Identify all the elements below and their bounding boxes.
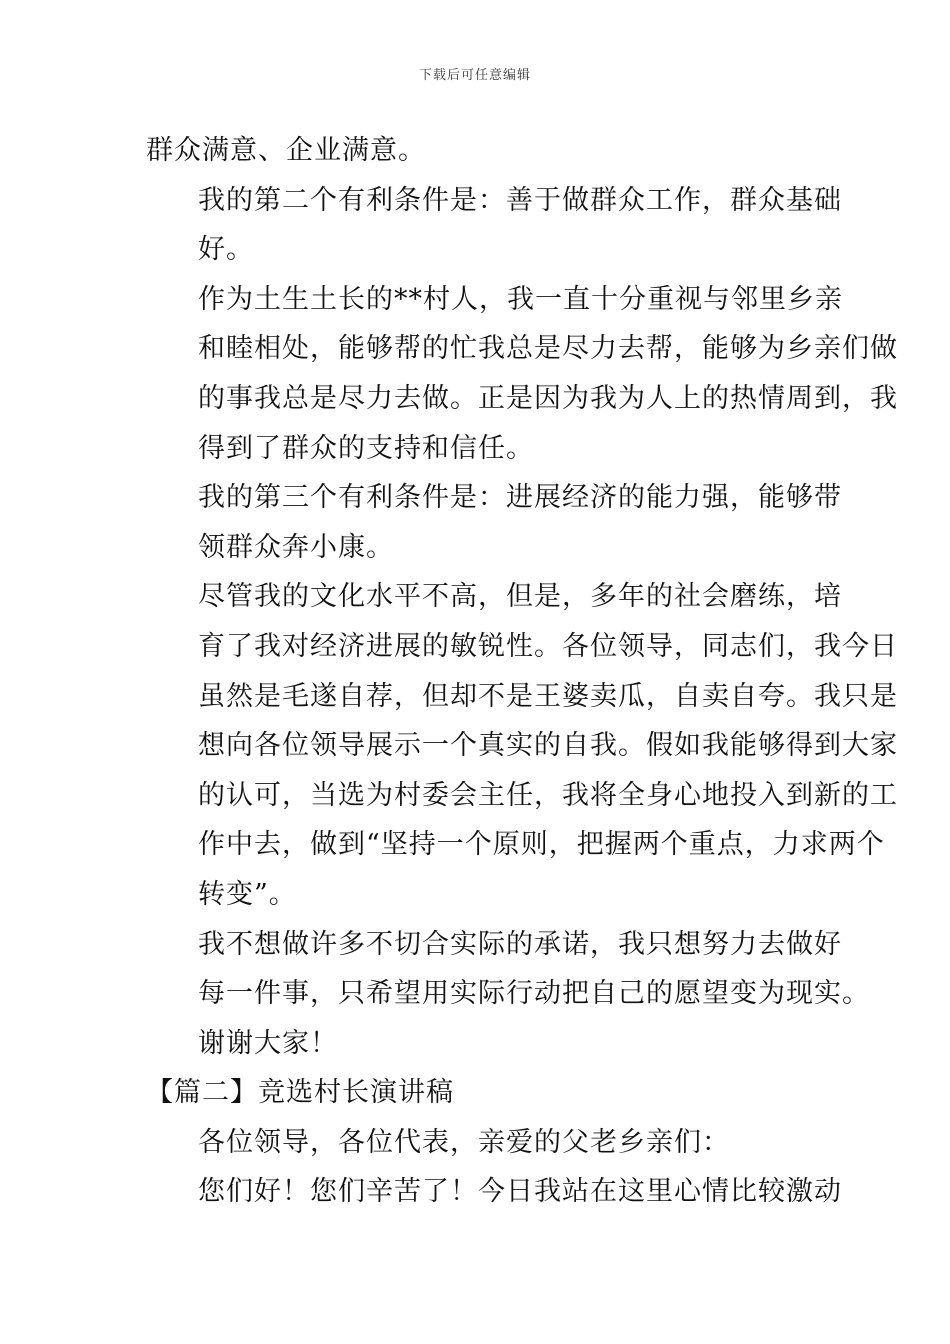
text-line: 育了我对经济进展的敏锐性。各位领导，同志们，我今日 [198,630,898,662]
paragraph [146,1118,808,1168]
paragraph [146,275,898,473]
text-line: 想向各位领导展示一个真实的自我。假如我能够得到大家 [198,730,898,762]
text-line: 我不想做许多不切合实际的承诺，我只想努力去做好 [198,928,842,960]
text-line: 的事我总是尽力去做。正是因为我为人上的热情周到，我 [198,382,898,414]
text-line: 作为土生土长的**村人，我一直十分重视与邻里乡亲 [198,283,843,315]
text-line: 虽然是毛遂自荐，但却不是王婆卖瓜，自卖自夸。我只是 [198,680,898,712]
paragraph [146,1019,808,1069]
text-line: 【篇二】竞选村长演讲稿 [146,1077,454,1109]
text-line: 和睦相处，能够帮的忙我总是尽力去帮，能够为乡亲们做 [198,333,898,365]
text-line: 各位领导，各位代表，亲爱的父老乡亲们： [198,1126,730,1158]
text-line: 领群众奔小康。 [198,531,394,563]
paragraph [146,572,898,919]
text-line: 的认可，当选为村委会主任，我将全身心地投入到新的工 [198,779,898,811]
text-line: 我的第三个有利条件是：进展经济的能力强，能够带 [198,482,842,514]
text-line: 群众满意、企业满意。 [146,135,426,166]
text-line: 得到了群众的支持和信任。 [198,432,534,464]
text-line: 您们好！您们辛苦了！今日我站在这里心情比较激动 [198,1176,842,1208]
paragraph [146,1167,842,1217]
paragraph [146,176,842,275]
paragraph [146,126,808,176]
text-line: 作中去，做到“坚持一个原则，把握两个重点，力求两个 [198,829,885,861]
text-line: 谢谢大家！ [198,1027,338,1059]
text-line: 我的第二个有利条件是：善于做群众工作，群众基础 [198,184,842,216]
text-line: 转变”。 [198,878,297,910]
section-heading [146,1068,808,1118]
paragraph [146,920,870,1019]
page-header: 下载后可任意编辑 [418,68,531,83]
paragraph [146,473,842,572]
text-line: 每一件事，只希望用实际行动把自己的愿望变为现实。 [198,978,870,1010]
text-line: 尽管我的文化水平不高，但是，多年的社会磨练，培 [198,581,842,613]
text-line: 好。 [198,234,254,266]
document-body [146,126,898,1217]
